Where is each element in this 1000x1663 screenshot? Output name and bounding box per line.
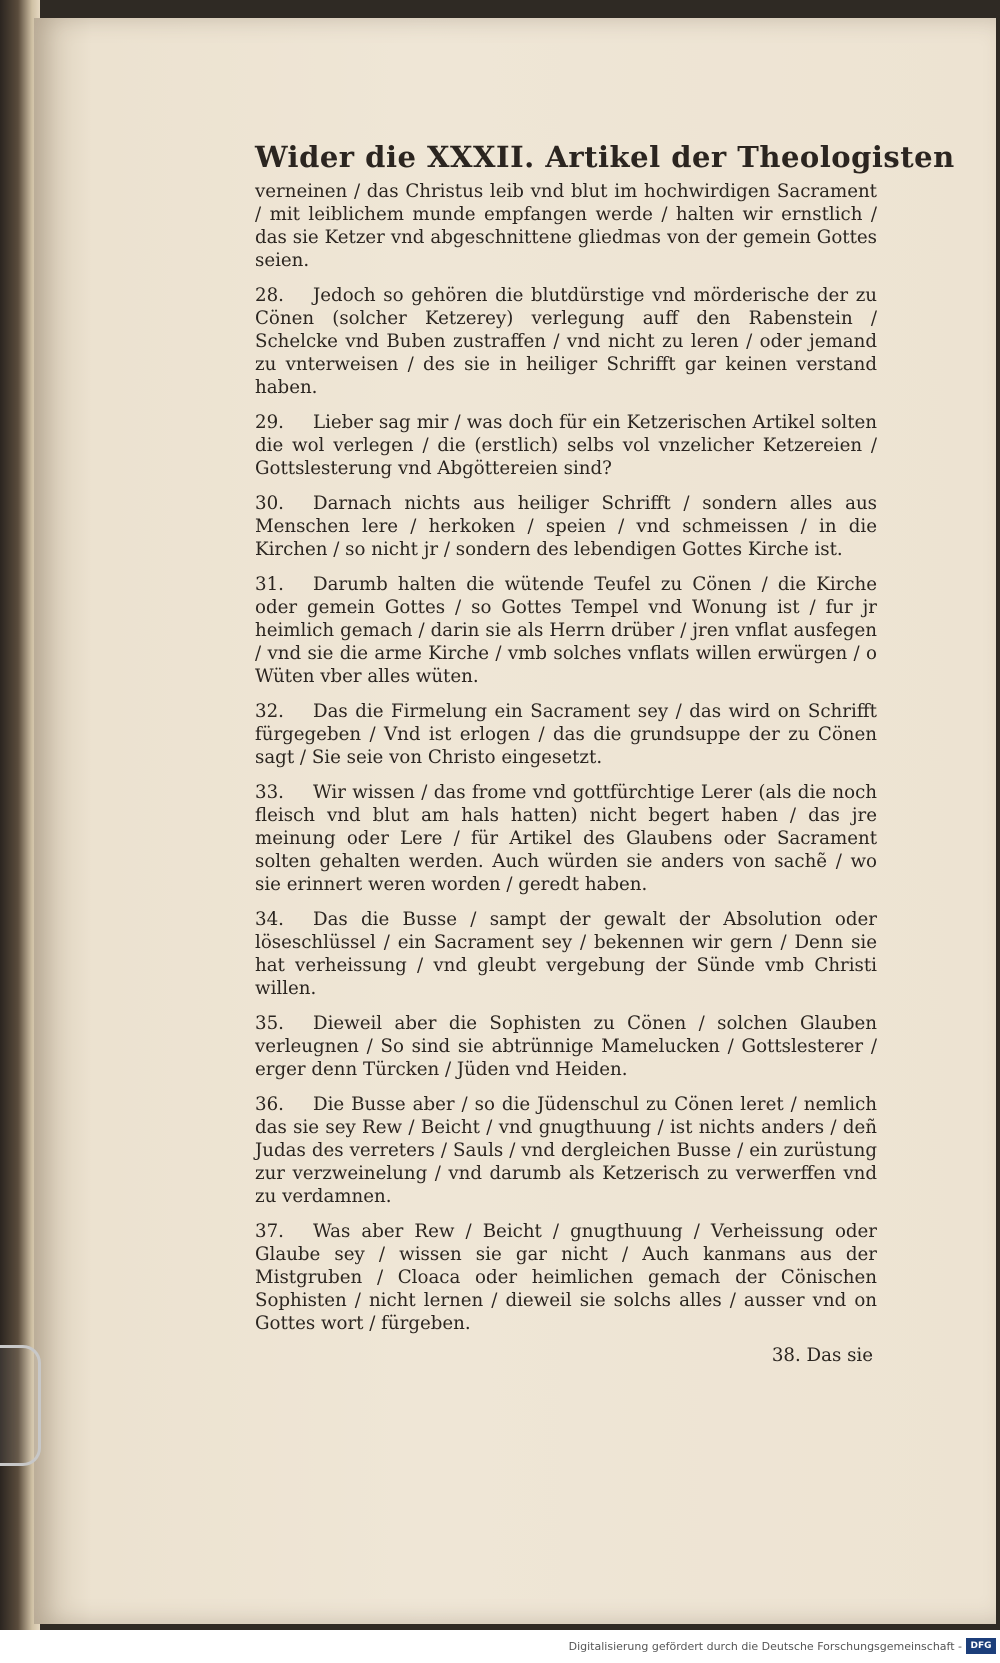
paragraph-text: Wir wissen / das frome vnd gottfürchtige Lerer (als die noch fleisch vnd blut am hals hatten) nicht begert haben / das jre meinung oder Lere / für Artikel des Glaubens oder Sacrament solten gehalten werden. Auch würden sie anders von sachẽ / wo sie erinnert weren worden / geredt haben.	[255, 782, 877, 895]
running-head: Wider die XXXII. Artikel der Theologisten	[255, 140, 955, 174]
paragraph-number: 31.	[255, 574, 284, 595]
paragraph-text: Was aber Rew / Beicht / gnugthuung / Verheissung oder Glaube sey / wissen sie gar nicht / Auch kanmans aus der Mistgruben / Cloaca oder heimlichen gemach der Cönischen Sophisten / nicht lernen / dieweil sie solchs alles / ausser vnd on Gottes wort / fürgeben.	[255, 1221, 877, 1334]
text-block	[255, 140, 955, 1366]
footer-credit: Digitalisierung gefördert durch die Deutsche Forschungsgemeinschaft -	[568, 1640, 962, 1653]
paragraph-number: 37.	[255, 1221, 284, 1242]
paragraph-37	[255, 1220, 877, 1335]
paragraph-number: 30.	[255, 493, 284, 514]
catchword: 38. Das sie	[771, 1345, 873, 1366]
paragraph-30	[255, 492, 877, 561]
paragraph-text: Darumb halten die wütende Teufel zu Cönen / die Kirche oder gemein Gottes / so Gottes Tempel vnd Wonung ist / fur jr heimlich gemach / darin sie als Herrn drüber / jren vnflat ausfegen / vnd sie die arme Kirche / vmb solches vnflats willen erwürgen / o Wüten vber alles wüten.	[255, 574, 877, 687]
paragraph-text: Jedoch so gehören die blutdürstige vnd mörderische der zu Cönen (solcher Ketzerey) verlegung auff den Rabenstein / Schelcke vnd Buben zustraffen / vnd nicht zu leren / oder jemand zu vnterweisen / des sie in heiliger Schrifft gar keinen verstand haben.	[255, 285, 877, 398]
paragraph-number: 32.	[255, 701, 284, 722]
paragraph-33	[255, 781, 877, 896]
paragraph-text: Die Busse aber / so die Jüdenschul zu Cönen leret / nemlich das sie sey Rew / Beicht / vnd gnugthuung / ist nichts anders / deñ Judas des verreters / Sauls / vnd dergleichen Busse / ein zurüstung zur verzweinelung / vnd darumb als Ketzerisch zu verwerffen vnd zu verdamnen.	[255, 1094, 877, 1207]
intro-paragraph: verneinen / das Christus leib vnd blut im hochwirdigen Sacrament / mit leiblichem munde empfangen werde / halten wir ernstlich / das sie Ketzer vnd abgeschnittene gliedmas von der gemein Gottes seien.	[255, 181, 877, 271]
paragraph-number: 34.	[255, 909, 284, 930]
paragraph-28	[255, 284, 877, 399]
paragraph-text: Dieweil aber die Sophisten zu Cönen / solchen Glauben verleugnen / So sind sie abtrünnige Mamelucken / Gottslesterer / erger denn Türcken / Jüden vnd Heiden.	[255, 1013, 877, 1080]
paragraph-text: Das die Firmelung ein Sacrament sey / das wird on Schrifft fürgegeben / Vnd ist erlogen / das die grundsuppe der zu Cönen sagt / Sie seie von Christo eingesetzt.	[255, 701, 877, 768]
dfg-logo-icon: DFG	[966, 1638, 996, 1654]
paragraph-number: 36.	[255, 1094, 284, 1115]
paragraph-34	[255, 908, 877, 1000]
paragraph-29	[255, 411, 877, 480]
paragraph-number: 33.	[255, 782, 284, 803]
footer-bar	[0, 1630, 1000, 1663]
paragraph-35	[255, 1012, 877, 1081]
paragraph-text: Das die Busse / sampt der gewalt der Absolution oder löseschlüssel / ein Sacrament sey / bekennen wir gern / Denn sie hat verheissung / vnd gleubt vergebung der Sünde vmb Christi willen.	[255, 909, 877, 999]
paragraph-number: 35.	[255, 1013, 284, 1034]
paragraph-number: 29.	[255, 412, 284, 433]
paragraph-text: Lieber sag mir / was doch für ein Ketzerischen Artikel solten die wol verlegen / die (erstlich) selbs vol vnzelicher Ketzereien / Gottslesterung vnd Abgöttereien sind?	[255, 412, 877, 479]
paragraph-number: 28.	[255, 285, 284, 306]
paragraph-31	[255, 573, 877, 688]
paragraph-text: Darnach nichts aus heiliger Schrifft / sondern alles aus Menschen lere / herkoken / speien / vnd schmeissen / in die Kirchen / so nicht jr / sondern des lebendigen Gottes Kirche ist.	[255, 493, 877, 560]
paragraph-36	[255, 1093, 877, 1208]
clip-mark	[0, 1345, 41, 1466]
paragraph-32	[255, 700, 877, 769]
